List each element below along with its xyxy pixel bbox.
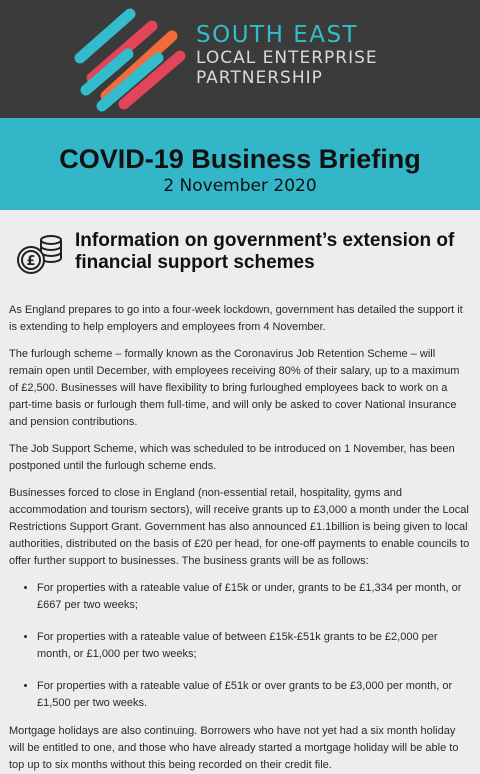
lep-logo-text [196, 22, 378, 88]
coins-icon [15, 232, 65, 276]
newsletter-header [0, 0, 480, 118]
svg-text:£: £ [26, 254, 36, 269]
lep-logo-mark [72, 6, 192, 112]
section-heading [9, 210, 471, 290]
list-item: • For properties with a rateable value of between £15k-£51k grants to be £2,000 per month, or £1,000 per two weeks; [37, 629, 471, 663]
list-item: • For properties with a rateable value of £15k or under, grants to be £1,334 per month, or £667 per two weeks; [37, 580, 471, 614]
briefing-date: 2 November 2020 [163, 176, 317, 196]
list-item: • For properties with a rateable value of £51k or over grants to be £3,000 per month, or £1,500 per two weeks. [37, 678, 471, 712]
grants-list [9, 580, 471, 712]
briefing-title: COVID-19 Business Briefing [59, 144, 421, 174]
title-band [0, 118, 480, 210]
section-title: Information on government’s extension of financial support schemes [75, 230, 455, 273]
logo-line-partnership: PARTNERSHIP [196, 68, 323, 88]
paragraph-furlough: The furlough scheme – formally known as the Coronavirus Job Retention Scheme – will remain open until December, with employees receiving 80% of their salary, up to a maximum of £2,500. Businesses will have flexibility to bring furloughed employees back to work on a part-time basis or furlough them full-time, and will only be asked to cover National Insurance and pension contributions. [9, 348, 460, 428]
paragraph-intro: As England prepares to go into a four-week lockdown, government has detailed the support it is extending to help employers and employees from 4 November. [9, 304, 463, 333]
logo-line-south-east: SOUTH EAST [196, 22, 359, 48]
paragraph-mortgage: Mortgage holidays are also continuing. Borrowers who have not yet had a six month holiday will be entitled to one, and those who have already started a mortgage holiday will be able to top up to six months without this being recorded on their credit file. [9, 725, 459, 771]
paragraph-job-support: The Job Support Scheme, which was scheduled to be introduced on 1 November, has been postponed until the furlough scheme ends. [9, 443, 455, 472]
logo-line-local-enterprise: LOCAL ENTERPRISE [196, 48, 378, 68]
briefing-content [0, 210, 480, 774]
paragraph-grants: Businesses forced to close in England (non-essential retail, hospitality, gyms and accommodation and tourism sectors), will receive grants up to £3,000 a month under the Local Restrictions Support Grant. Government has also announced £1.1billion is being given to local authorities, distributed on the basis of £20 per head, for one-off payments to enable councils to offer further support to businesses. The business grants will be as follows: [9, 487, 470, 567]
